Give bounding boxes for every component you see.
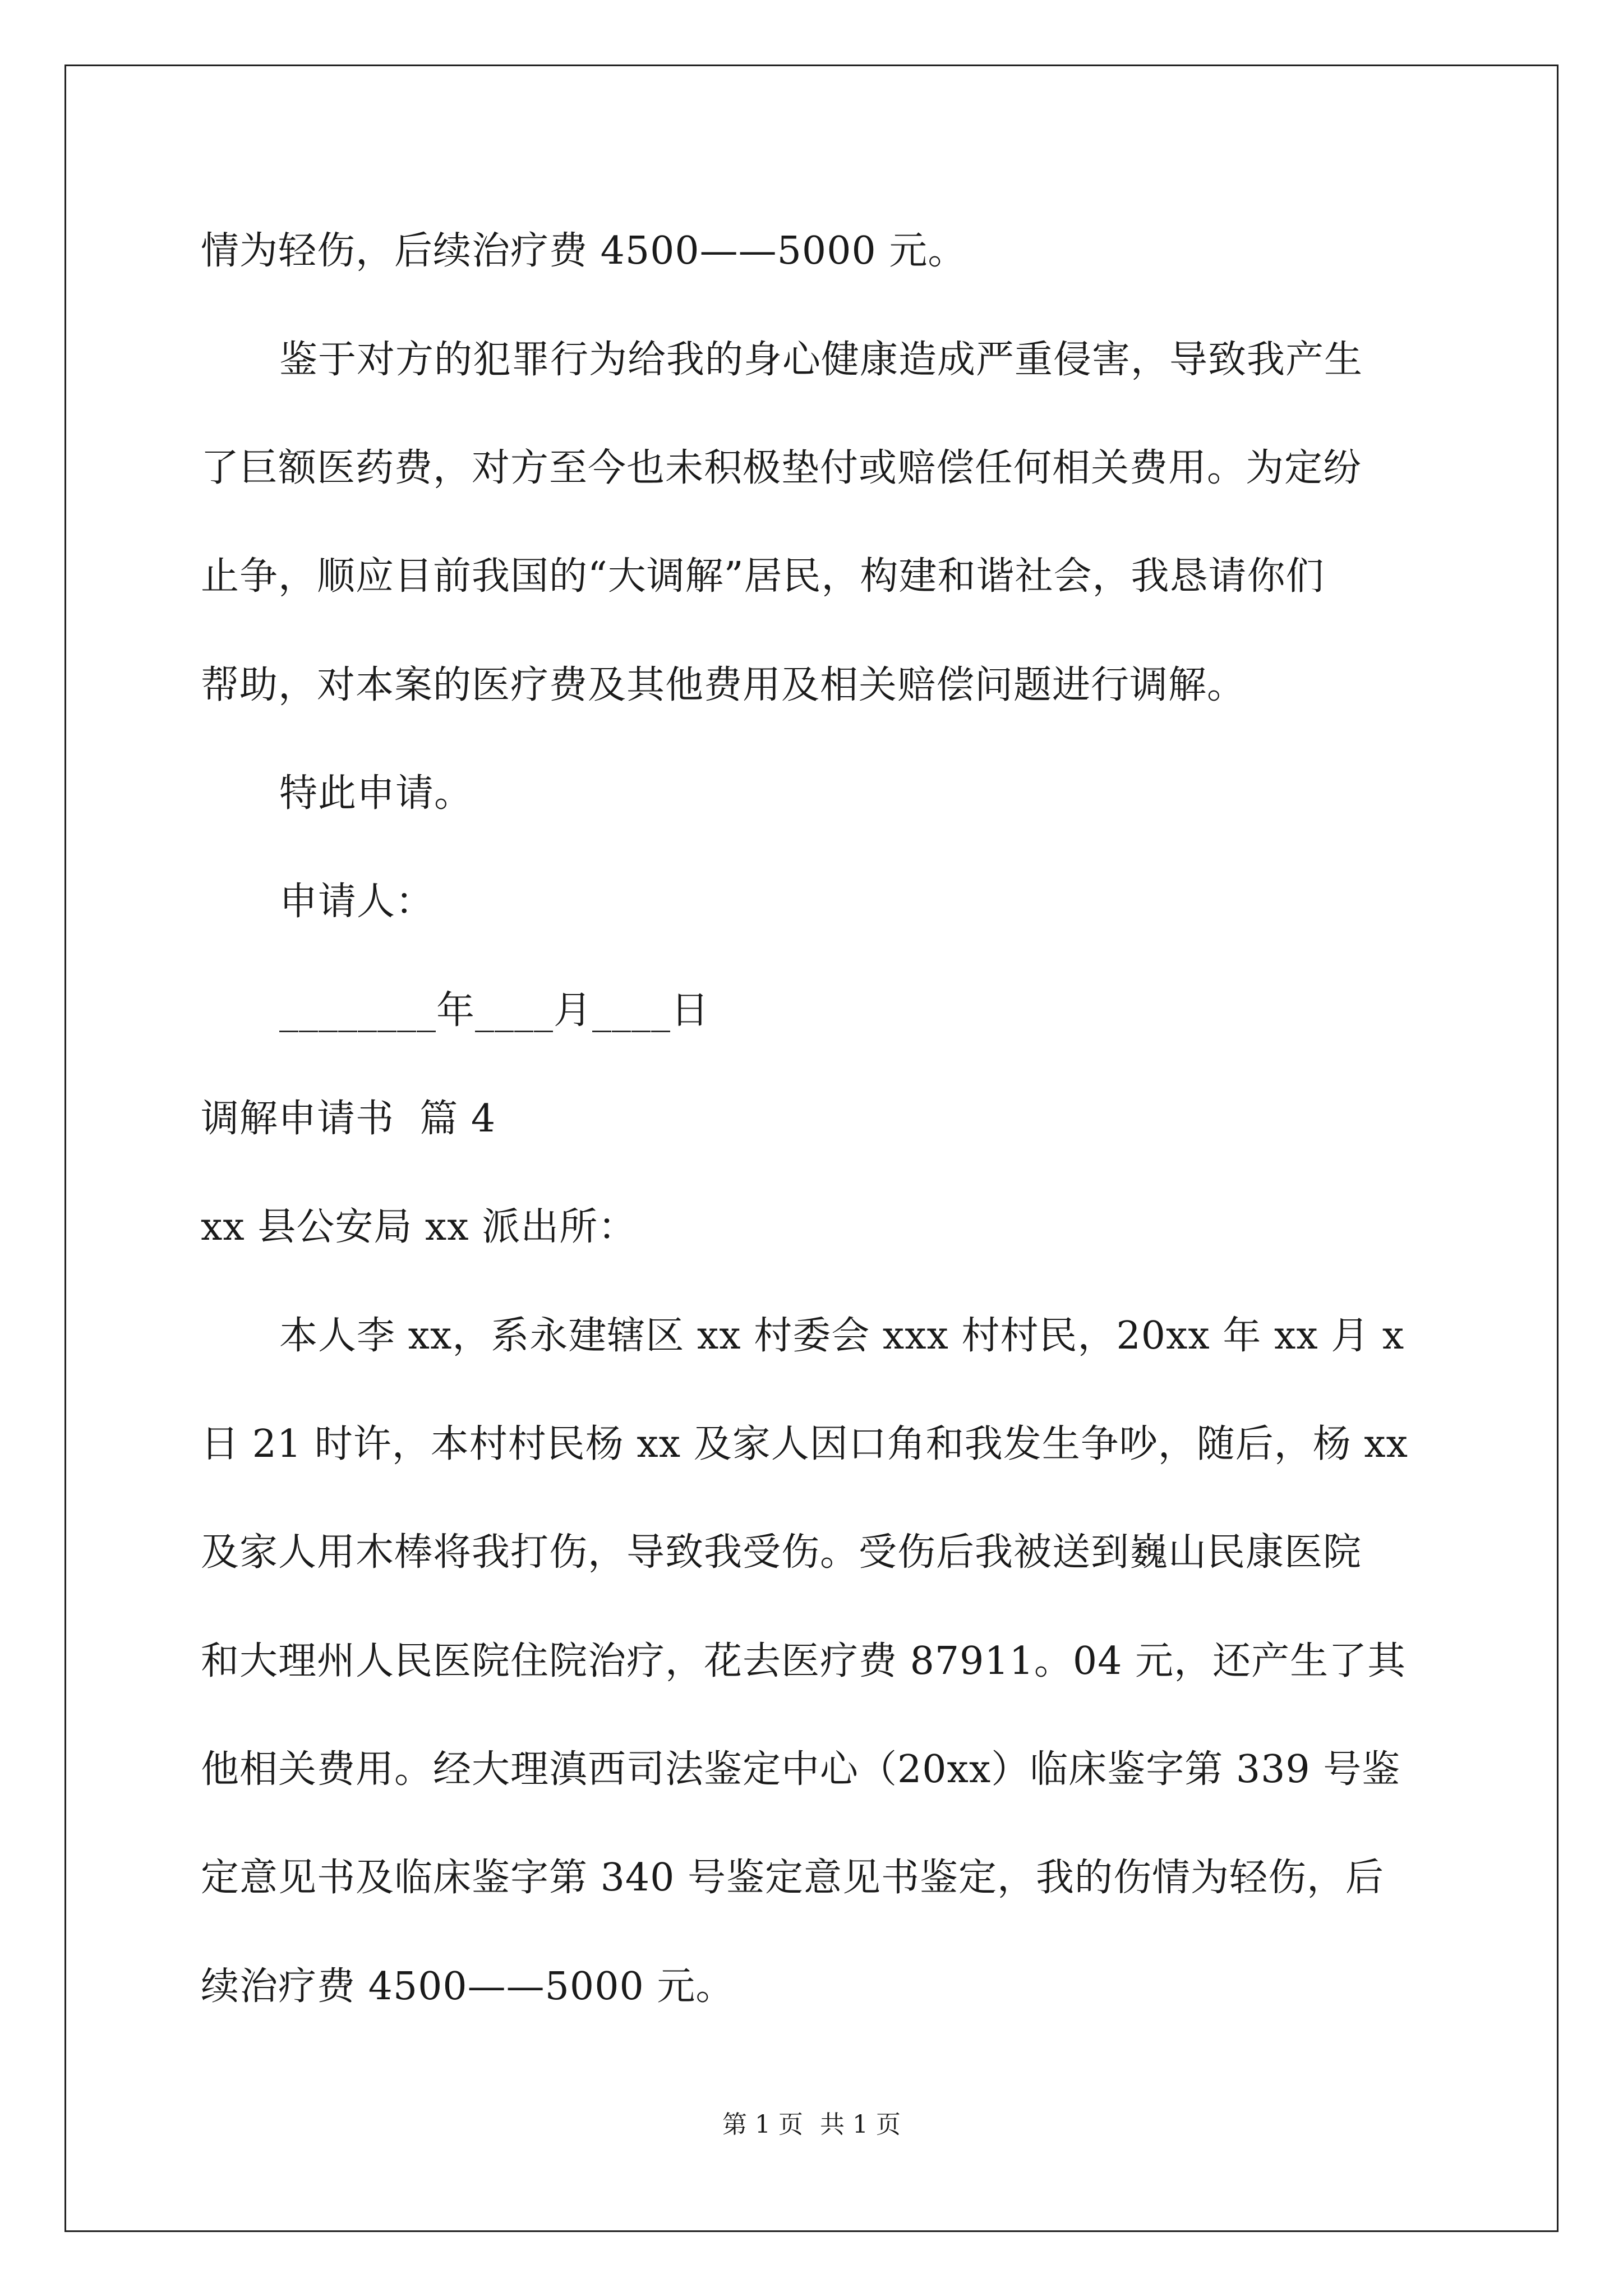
paragraph-3-line-1: 本人李 xx，系永建辖区 xx 村委会 xxx 村村民，20xx 年 xx 月 x	[279, 1314, 1405, 1358]
paragraph-3-line-6: 定意见书及临床鉴字第 340 号鉴定意见书鉴定，我的伤情为轻伤，后	[201, 1856, 1385, 1900]
paragraph-2-line-1: 鉴于对方的犯罪行为给我的身心健康造成严重侵害，导致我产生	[279, 338, 1363, 382]
page-number-current: 第 1 页	[722, 2110, 803, 2139]
applicant-label: 申请人：	[279, 880, 435, 924]
paragraph-1-line-1: 情为轻伤，后续治疗费 4500——5000 元。	[201, 229, 967, 273]
page-border	[64, 65, 1559, 2232]
paragraph-3-line-5: 他相关费用。经大理滇西司法鉴定中心（20xx）临床鉴字第 339 号鉴	[201, 1747, 1401, 1792]
page-footer	[0, 2110, 1623, 2139]
page-number-total: 共 1 页	[820, 2110, 901, 2139]
closing-text: 特此申请。	[279, 771, 473, 816]
paragraph-3-line-7: 续治疗费 4500——5000 元。	[201, 1964, 735, 2009]
paragraph-3-line-2: 日 21 时许，本村村民杨 xx 及家人因口角和我发生争吵，随后，杨 xx	[201, 1422, 1409, 1466]
paragraph-2-line-3: 止争，顺应目前我国的“大调解”居民，构建和谐社会，我恳请你们	[201, 554, 1325, 599]
paragraph-3-line-4: 和大理州人民医院住院治疗，花去医疗费 87911。04 元，还产生了其	[201, 1639, 1407, 1683]
paragraph-3-line-3: 及家人用木棒将我打伤，导致我受伤。受伤后我被送到巍山民康医院	[201, 1530, 1362, 1575]
addressee: xx 县公安局 xx 派出所：	[201, 1205, 637, 1249]
paragraph-2-line-2: 了巨额医药费，对方至今也未积极垫付或赔偿任何相关费用。为定纷	[201, 446, 1362, 490]
section-title: 调解申请书 篇 4	[201, 1097, 496, 1141]
date-line: ________年____月____日	[279, 988, 710, 1033]
paragraph-2-line-4: 帮助，对本案的医疗费及其他费用及相关赔偿问题进行调解。	[201, 663, 1246, 707]
